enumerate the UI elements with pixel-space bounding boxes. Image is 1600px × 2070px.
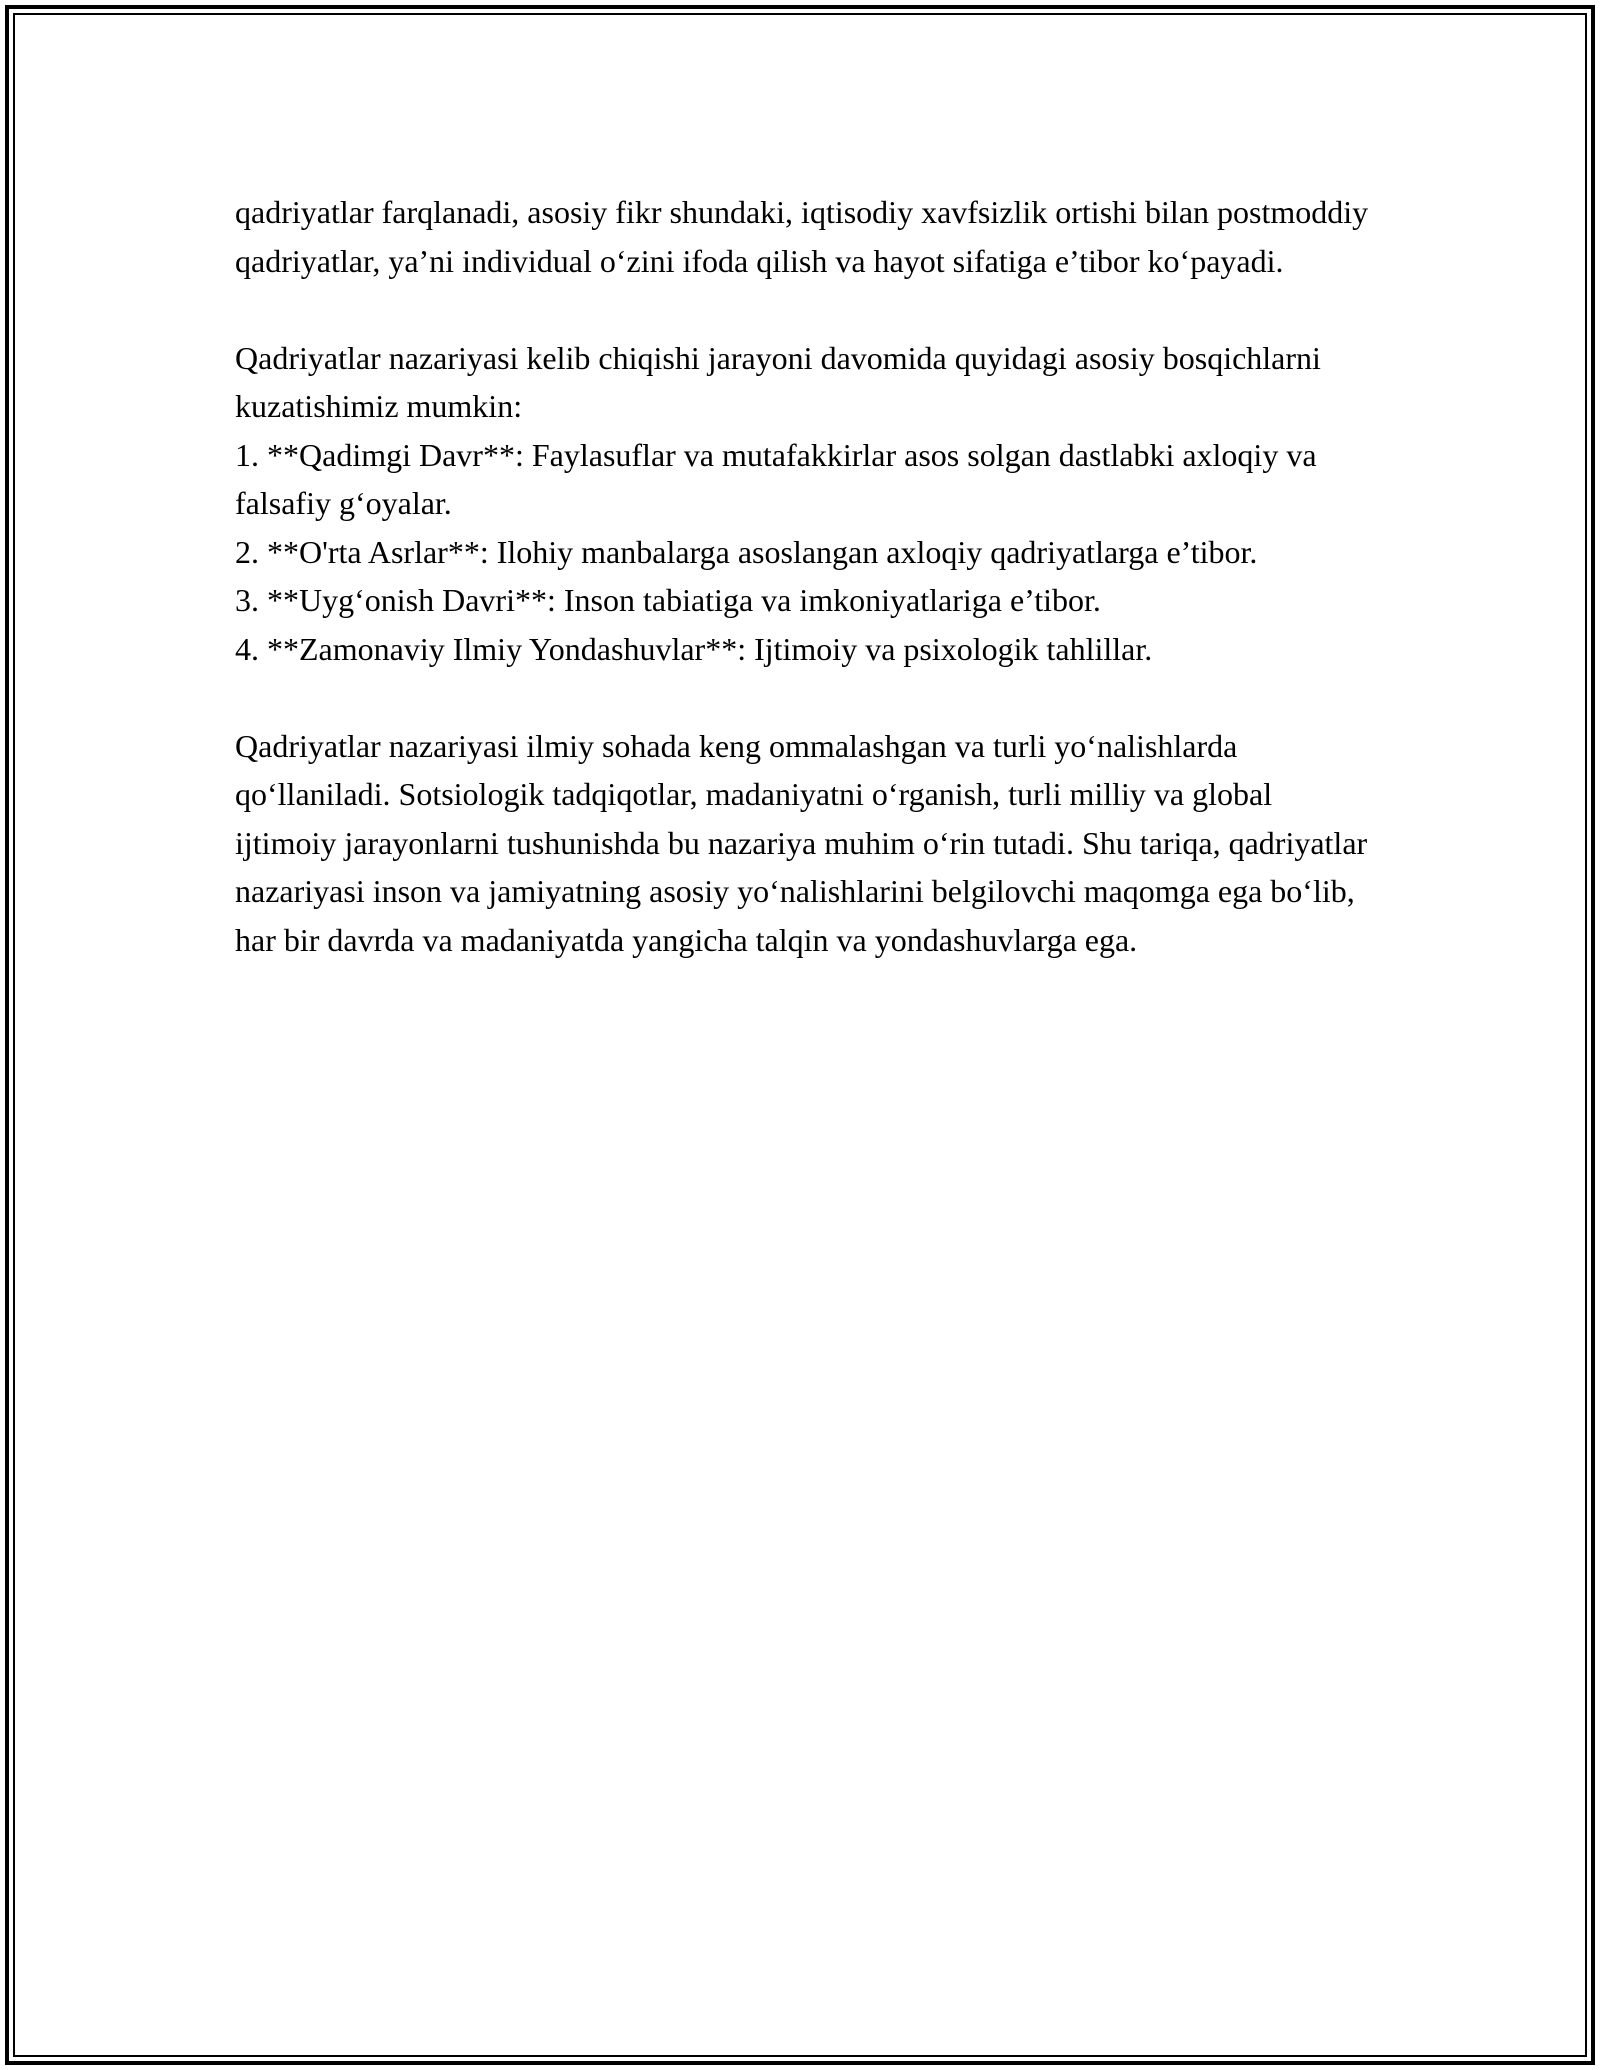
paragraph-1: qadriyatlar farqlanadi, asosiy fikr shundaki, iqtisodiy xavfsizlik ortishi bilan postmoddiy qadriyatlar, ya’ni individual o‘zini ifoda qilish va hayot sifatiga e’tibor ko‘payadi. (235, 194, 1369, 279)
stages-list (235, 431, 1375, 674)
paragraph-2: Qadriyatlar nazariyasi kelib chiqishi jarayoni davomida quyidagi asosiy bosqichlarni kuzatishimiz mumkin: (235, 339, 1321, 424)
list-item-1: 1. **Qadimgi Davr**: Faylasuflar va mutafakkirlar asos solgan dastlabki axloqiy va falsafiy g‘oyalar. (235, 436, 1317, 521)
list-item-2: 2. **O'rta Asrlar**: Ilohiy manbalarga asoslangan axloqiy qadriyatlarga e’tibor. (235, 533, 1258, 570)
paragraph-3: Qadriyatlar nazariyasi ilmiy sohada keng ommalashgan va turli yo‘nalishlarda qo‘llaniladi. Sotsiologik tadqiqotlar, madaniyatni o‘rganish, turli milliy va global ijtimoiy jarayonlarni tushunishda bu nazariya muhim o‘rin tutadi. Shu tariqa, qadriyatlar nazariyasi inson va jamiyatning asosiy yo‘nalishlarini belgilovchi maqomga ega bo‘lib, har bir davrda va madaniyatda yangicha talqin va yondashuvlarga ega. (235, 727, 1368, 958)
document-body (235, 188, 1375, 964)
list-item-3: 3. **Uyg‘onish Davri**: Inson tabiatiga va imkoniyatlariga e’tibor. (235, 582, 1101, 618)
list-item-4: 4. **Zamonaviy Ilmiy Yondashuvlar**: Ijtimoiy va psixologik tahlillar. (235, 630, 1153, 667)
